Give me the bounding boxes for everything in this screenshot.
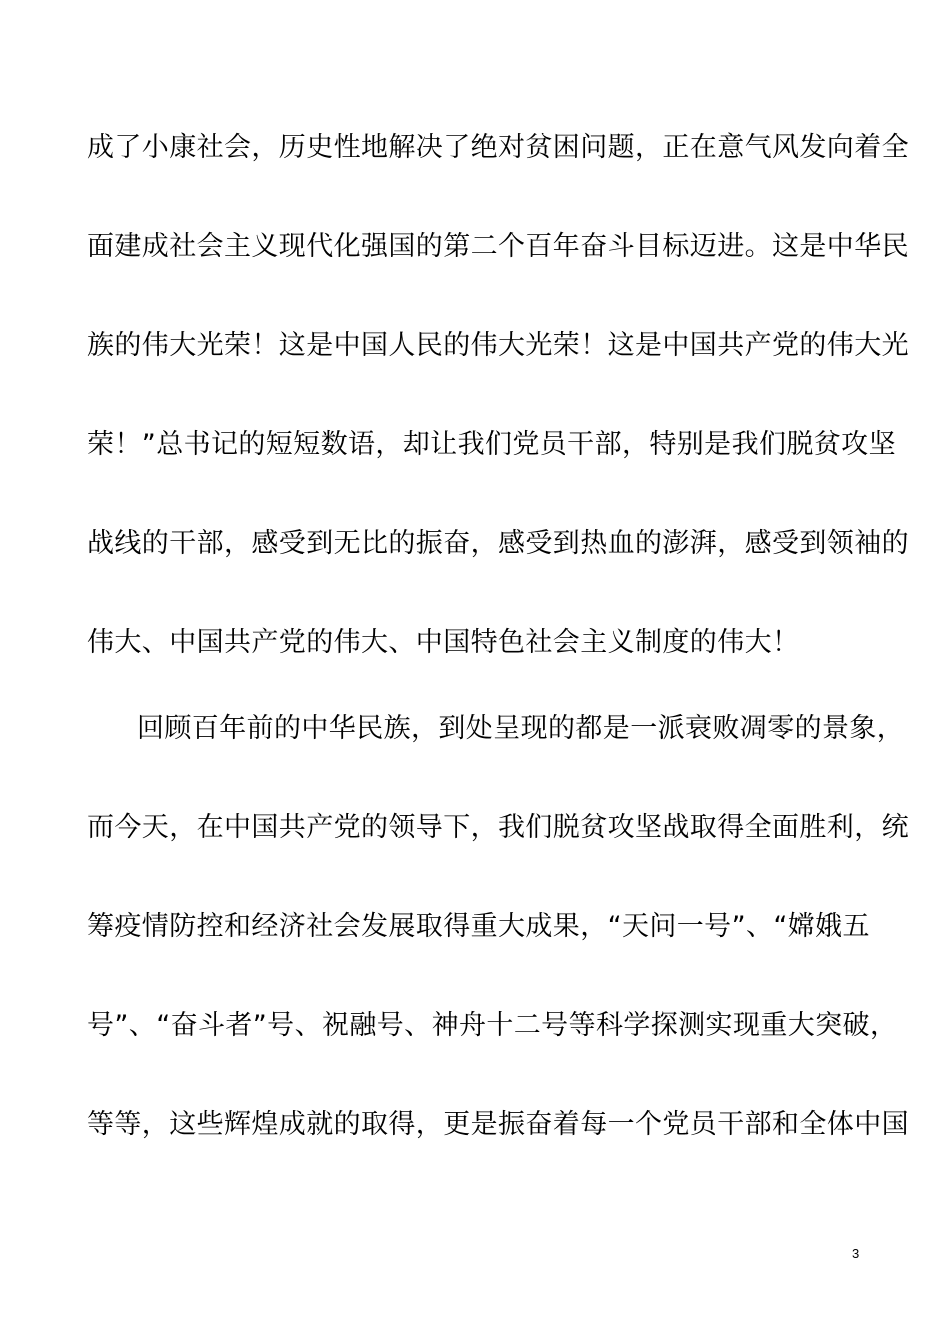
text-line-10: 号”、“奋斗者”号、祝融号、神舟十二号等科学探测实现重大突破， <box>87 1010 898 1041</box>
text-line-1: 成了小康社会，历史性地解决了绝对贫困问题，正在意气风发向着全 <box>87 132 909 163</box>
text-line-6: 伟大、中国共产党的伟大、中国特色社会主义制度的伟大！ <box>87 627 800 658</box>
paragraph-start-line: 回顾百年前的中华民族，到处呈现的都是一派衰败凋零的景象， <box>137 713 905 744</box>
text-line-4: 荣！”总书记的短短数语，却让我们党员干部，特别是我们脱贫攻坚 <box>87 429 896 460</box>
text-line-2: 面建成社会主义现代化强国的第二个百年奋斗目标迈进。这是中华民 <box>87 231 909 262</box>
text-line-5: 战线的干部，感受到无比的振奋，感受到热血的澎湃，感受到领袖的 <box>87 528 909 559</box>
page-number: 3 <box>852 1246 860 1261</box>
text-line-8: 而今天，在中国共产党的领导下，我们脱贫攻坚战取得全面胜利，统 <box>87 812 909 843</box>
text-line-3: 族的伟大光荣！这是中国人民的伟大光荣！这是中国共产党的伟大光 <box>87 330 909 361</box>
text-line-11: 等等，这些辉煌成就的取得，更是振奋着每一个党员干部和全体中国 <box>87 1109 909 1140</box>
text-line-9: 筹疫情防控和经济社会发展取得重大成果，“天问一号”、“嫦娥五 <box>87 911 870 942</box>
